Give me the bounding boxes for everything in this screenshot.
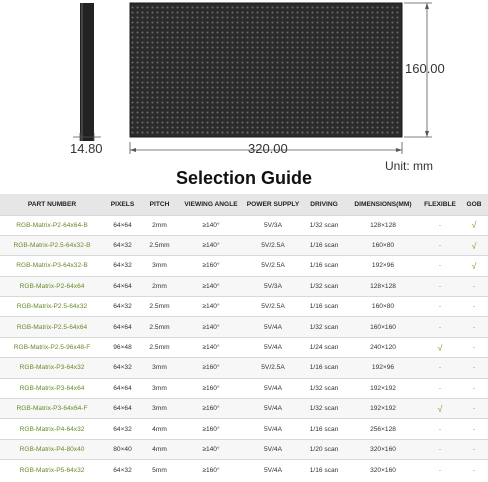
flexible-cell: - [420,419,460,439]
pixels-cell: 64×64 [104,215,141,235]
pitch-cell: 2.5mm [141,297,178,317]
power-supply-cell: 5V/4A [244,378,302,398]
dimensions-cell: 192×192 [346,378,420,398]
pixels-cell: 64×64 [104,378,141,398]
dimensions-cell: 128×128 [346,215,420,235]
part-number-cell: RGB-Matrix-P2.5-64x32-B [0,235,104,255]
pixels-cell: 64×32 [104,256,141,276]
dimensions-cell: 192×96 [346,256,420,276]
viewing-angle-cell: ≥140° [178,439,244,459]
power-supply-cell: 5V/2.5A [244,256,302,276]
side-depth-label: 14.80 [70,141,103,156]
pitch-cell: 3mm [141,358,178,378]
gob-cell: - [460,378,488,398]
gob-cell: - [460,276,488,296]
pixels-cell: 64×32 [104,358,141,378]
pixels-cell: 64×32 [104,235,141,255]
driving-cell: 1/32 scan [302,378,346,398]
gob-cell: - [460,439,488,459]
gob-cell: - [460,337,488,357]
flexible-cell: - [420,317,460,337]
dimensions-cell: 320×160 [346,439,420,459]
pitch-cell: 3mm [141,399,178,419]
table-row [0,358,488,378]
viewing-angle-cell: ≥140° [178,297,244,317]
pixels-cell: 64×32 [104,460,141,480]
column-header-dimensions: DIMENSIONS(MM) [346,194,420,215]
driving-cell: 1/16 scan [302,460,346,480]
power-supply-cell: 5V/2.5A [244,358,302,378]
viewing-angle-cell: ≥140° [178,235,244,255]
gob-cell: - [460,399,488,419]
flexible-cell: - [420,378,460,398]
pitch-cell: 2mm [141,215,178,235]
dimensions-cell: 192×96 [346,358,420,378]
gob-cell: - [460,317,488,337]
dimensions-cell: 256×128 [346,419,420,439]
pixels-cell: 64×32 [104,419,141,439]
unit-label: Unit: mm [385,159,433,173]
column-header-power-supply: POWER SUPPLY [244,194,302,215]
viewing-angle-cell: ≥140° [178,337,244,357]
table-row [0,378,488,398]
table-row [0,439,488,459]
column-header-viewing-angle: VIEWING ANGLE [178,194,244,215]
part-number-cell: RGB-Matrix-P4-64x32 [0,419,104,439]
power-supply-cell: 5V/4A [244,317,302,337]
viewing-angle-cell: ≥140° [178,276,244,296]
power-supply-cell: 5V/2.5A [244,235,302,255]
power-supply-cell: 5V/4A [244,460,302,480]
dimensions-cell: 160×80 [346,235,420,255]
table-row [0,215,488,235]
driving-cell: 1/16 scan [302,256,346,276]
selection-guide-table-wrap [0,194,488,480]
power-supply-cell: 5V/3A [244,276,302,296]
part-number-cell: RGB-Matrix-P4-80x40 [0,439,104,459]
gob-cell: - [460,358,488,378]
column-header-gob: GOB [460,194,488,215]
pixels-cell: 80×40 [104,439,141,459]
viewing-angle-cell: ≥160° [178,256,244,276]
flexible-cell: - [420,297,460,317]
dimensions-cell: 160×80 [346,297,420,317]
viewing-angle-cell: ≥160° [178,378,244,398]
front-view-panel [130,3,402,137]
table-row [0,235,488,255]
flexible-cell: √ [420,399,460,419]
pixels-cell: 64×64 [104,317,141,337]
part-number-cell: RGB-Matrix-P3-64x64 [0,378,104,398]
pitch-cell: 3mm [141,378,178,398]
viewing-angle-cell: ≥160° [178,399,244,419]
part-number-cell: RGB-Matrix-P2-64x64 [0,276,104,296]
dimensions-cell: 128×128 [346,276,420,296]
power-supply-cell: 5V/4A [244,337,302,357]
dimensions-cell: 192×192 [346,399,420,419]
column-header-driving: DRIVING [302,194,346,215]
part-number-cell: RGB-Matrix-P2.5-96x48-F [0,337,104,357]
table-row [0,419,488,439]
gob-cell: √ [460,256,488,276]
driving-cell: 1/16 scan [302,235,346,255]
dimensions-cell: 320×160 [346,460,420,480]
table-row [0,337,488,357]
pitch-cell: 2mm [141,276,178,296]
dimensions-cell: 240×120 [346,337,420,357]
part-number-cell: RGB-Matrix-P2-64x64-B [0,215,104,235]
viewing-angle-cell: ≥160° [178,358,244,378]
part-number-cell: RGB-Matrix-P3-64x32-B [0,256,104,276]
pixels-cell: 64×32 [104,297,141,317]
pitch-cell: 2.5mm [141,317,178,337]
page-title: Selection Guide [175,168,313,188]
pixels-cell: 64×64 [104,399,141,419]
gob-cell: - [460,419,488,439]
power-supply-cell: 5V/4A [244,439,302,459]
driving-cell: 1/32 scan [302,276,346,296]
table-row [0,276,488,296]
flexible-cell: - [420,358,460,378]
table-body [0,215,488,480]
column-header-pixels: PIXELS [104,194,141,215]
pitch-cell: 3mm [141,256,178,276]
gob-cell: - [460,297,488,317]
height-label: 160.00 [405,61,445,76]
table-row [0,460,488,480]
part-number-cell: RGB-Matrix-P2.5-64x64 [0,317,104,337]
power-supply-cell: 5V/3A [244,215,302,235]
table-header-row [0,194,488,215]
table-row [0,399,488,419]
pitch-cell: 2.5mm [141,337,178,357]
flexible-cell: - [420,460,460,480]
flexible-cell: √ [420,337,460,357]
viewing-angle-cell: ≥160° [178,460,244,480]
flexible-cell: - [420,235,460,255]
power-supply-cell: 5V/2.5A [244,297,302,317]
pixels-cell: 96×48 [104,337,141,357]
part-number-cell: RGB-Matrix-P3-64x32 [0,358,104,378]
flexible-cell: - [420,439,460,459]
driving-cell: 1/32 scan [302,399,346,419]
gob-cell: √ [460,235,488,255]
flexible-cell: - [420,215,460,235]
flexible-cell: - [420,276,460,296]
pitch-cell: 4mm [141,419,178,439]
product-dimension-drawing [0,0,488,173]
pitch-cell: 4mm [141,439,178,459]
gob-cell: √ [460,215,488,235]
selection-guide-table [0,194,488,480]
table-row [0,317,488,337]
pitch-cell: 5mm [141,460,178,480]
table-row [0,297,488,317]
pitch-cell: 2.5mm [141,235,178,255]
column-header-flexible: FLEXIBLE [420,194,460,215]
flexible-cell: - [420,256,460,276]
column-header-part-number: PART NUMBER [0,194,104,215]
driving-cell: 1/24 scan [302,337,346,357]
driving-cell: 1/16 scan [302,419,346,439]
part-number-cell: RGB-Matrix-P2.5-64x32 [0,297,104,317]
driving-cell: 1/16 scan [302,297,346,317]
driving-cell: 1/16 scan [302,358,346,378]
viewing-angle-cell: ≥160° [178,419,244,439]
viewing-angle-cell: ≥140° [178,215,244,235]
part-number-cell: RGB-Matrix-P5-64x32 [0,460,104,480]
driving-cell: 1/20 scan [302,439,346,459]
dimensions-cell: 160×160 [346,317,420,337]
viewing-angle-cell: ≥140° [178,317,244,337]
column-header-pitch: PITCH [141,194,178,215]
driving-cell: 1/32 scan [302,317,346,337]
width-label: 320.00 [248,141,288,156]
pixels-cell: 64×64 [104,276,141,296]
power-supply-cell: 5V/4A [244,419,302,439]
driving-cell: 1/32 scan [302,215,346,235]
table-row [0,256,488,276]
power-supply-cell: 5V/4A [244,399,302,419]
part-number-cell: RGB-Matrix-P3-64x64-F [0,399,104,419]
gob-cell: - [460,460,488,480]
